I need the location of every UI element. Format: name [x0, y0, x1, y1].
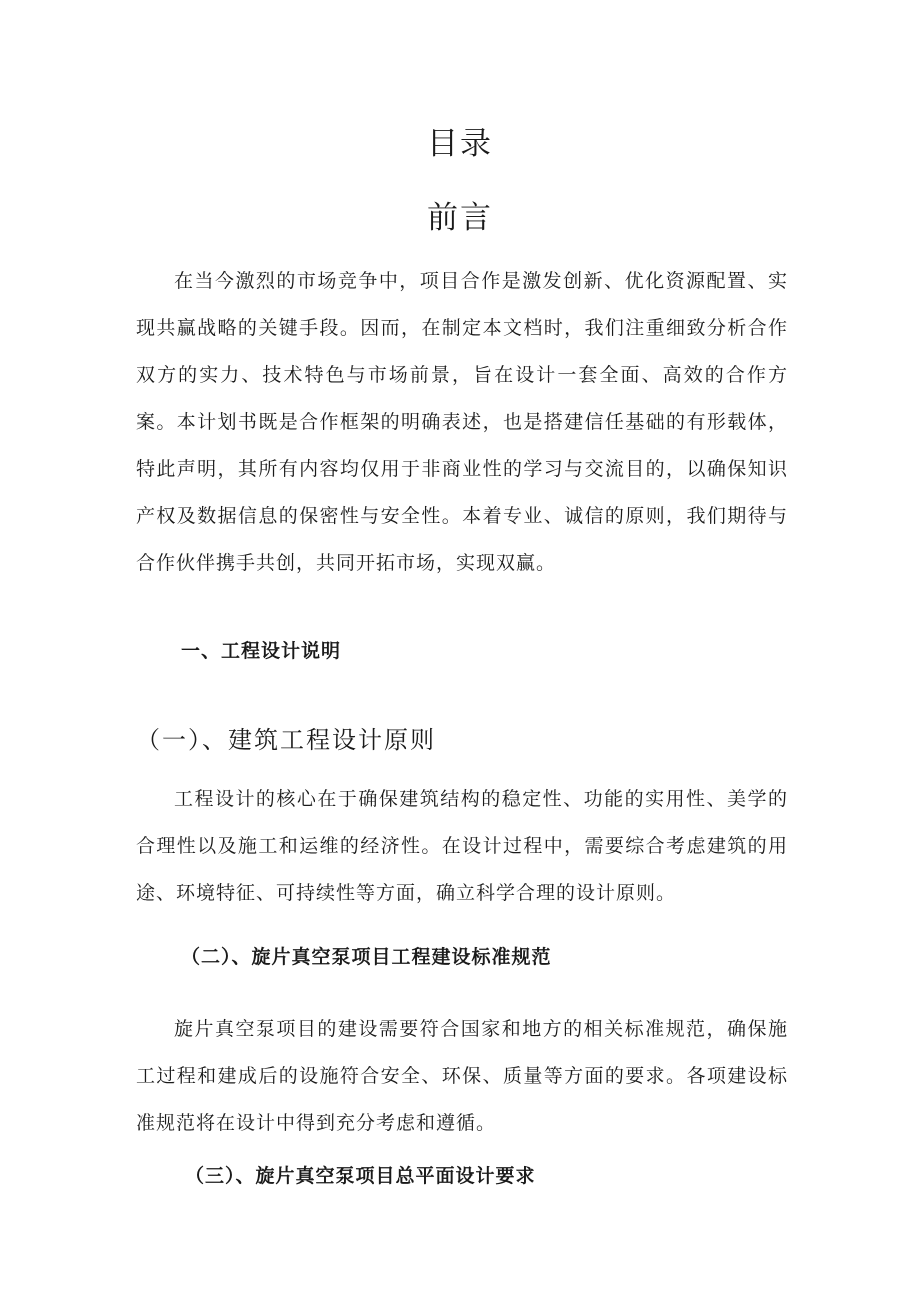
preface-paragraph: 在当今激烈的市场竞争中，项目合作是激发创新、优化资源配置、实现共赢战略的关键手段。因而，在制定本文档时，我们注重细致分析合作双方的实力、技术特色与市场前景，旨在设计一套全面、高效的合作方案。本计划书既是合作框架的明确表述，也是搭建信任基础的有形载体，特此声明，其所有内容均仅用于非商业性的学习与交流目的，以确保知识产权及数据信息的保密性与安全性。本着专业、诚信的原则，我们期待与合作伙伴携手共创，共同开拓市场，实现双赢。: [136, 270, 788, 574]
subsection-1-paragraph: 工程设计的核心在于确保建筑结构的稳定性、功能的实用性、美学的合理性以及施工和运维的经济性。在设计过程中，需要综合考虑建筑的用途、环境特征、可持续性等方面，确立科学合理的设计原则。: [136, 788, 788, 904]
preface-title: 前言: [427, 200, 493, 236]
subsection-heading-2: （二）、旋片真空泵项目工程建设标准规范: [181, 946, 552, 968]
section-heading-1: 一、工程设计说明: [181, 640, 342, 662]
subsection-heading-3: （三）、旋片真空泵项目总平面设计要求: [185, 1165, 536, 1187]
subsection-heading-1: （一）、建筑工程设计原则: [136, 726, 436, 754]
toc-title: 目录: [427, 126, 493, 162]
subsection-2-paragraph: 旋片真空泵项目的建设需要符合国家和地方的相关标准规范，确保施工过程和建成后的设施符合安全、环保、质量等方面的要求。各项建设标准规范将在设计中得到充分考虑和遵循。: [136, 1018, 788, 1134]
